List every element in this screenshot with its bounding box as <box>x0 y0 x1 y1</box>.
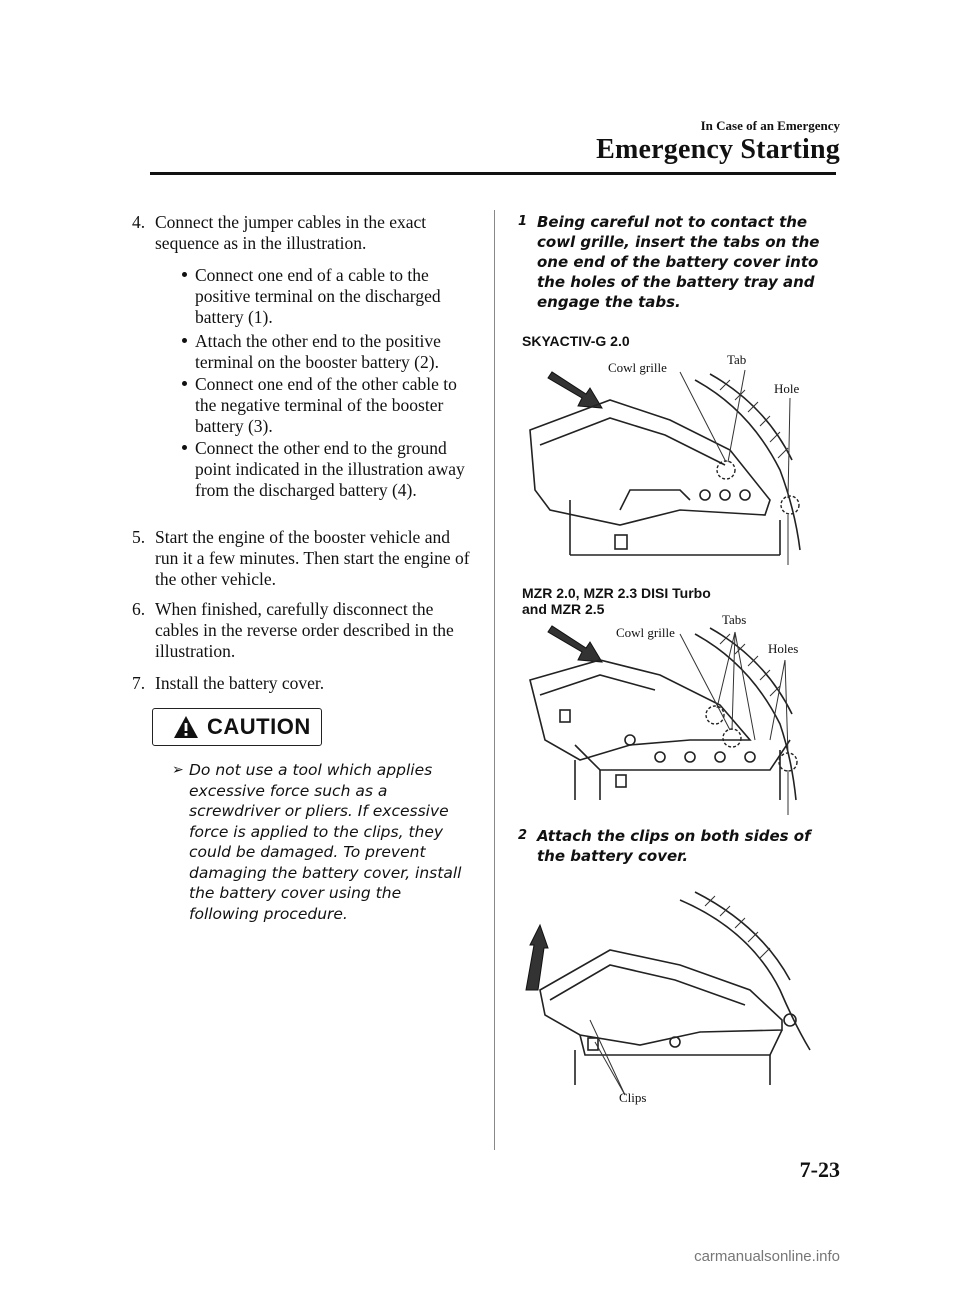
procedure-step-2 <box>518 826 828 866</box>
header-rule <box>150 172 836 175</box>
step-number: 5. <box>132 527 146 547</box>
column-divider <box>494 210 495 1150</box>
bullet-text: Connect one end of the other cable to the negative terminal of the booster battery (3). <box>195 374 457 436</box>
procedure-text: Attach the clips on both sides of the battery cover. <box>537 827 811 865</box>
cowl-grille-label: Cowl grille <box>608 360 667 375</box>
bullet-dot <box>182 445 187 450</box>
step-text: Connect the jumper cables in the exact sequence as in the illustration. <box>155 212 427 253</box>
caution-box <box>152 708 322 746</box>
page-title: Emergency Starting <box>596 134 840 165</box>
figure-1-caption: SKYACTIV-G 2.0 <box>522 333 630 349</box>
caution-text: Do not use a tool which applies excessive force such as a screwdriver or pliers. If excessive force is applied to the clips, they could be damaged. To prevent damaging the battery cover, install the battery cover using the following procedure. <box>189 761 462 923</box>
step-5 <box>132 527 477 590</box>
step-6 <box>132 599 477 662</box>
figure-2-caption-line2: and MZR 2.5 <box>522 601 605 617</box>
step-4 <box>132 212 477 254</box>
tabs-label: Tabs <box>722 612 747 627</box>
battery-cover-illustration-3 <box>520 880 840 1100</box>
tab-label: Tab <box>727 352 747 367</box>
step-number: 4. <box>132 212 146 232</box>
step-text: When finished, carefully disconnect the cables in the reverse order described in the illustration. <box>155 599 454 661</box>
page-number: 7-23 <box>799 1157 840 1182</box>
caution-item <box>172 760 472 924</box>
bullet-text: Connect one end of a cable to the positive terminal on the discharged battery (1). <box>195 265 441 327</box>
bullet-text: Attach the other end to the positive terminal on the booster battery (2). <box>195 331 441 372</box>
procedure-number: 2 <box>518 828 528 843</box>
bullet-item <box>182 265 482 328</box>
bullet-dot <box>182 272 187 277</box>
step-text: Install the battery cover. <box>155 673 325 693</box>
bullet-dot <box>182 381 187 386</box>
caution-label: CAUTION <box>207 714 311 739</box>
step-7 <box>132 673 477 694</box>
step-number: 6. <box>132 599 146 619</box>
procedure-step-1 <box>518 212 828 312</box>
warning-icon <box>173 715 199 739</box>
figure-2-caption-line1: MZR 2.0, MZR 2.3 DISI Turbo <box>522 585 711 601</box>
watermark: carmanualsonline.info <box>694 1248 840 1265</box>
step-number: 7. <box>132 673 146 693</box>
bullet-item <box>182 438 482 501</box>
clips-label: Clips <box>619 1090 647 1105</box>
arrow-bullet-icon: ➢ <box>172 762 184 778</box>
section-title: In Case of an Emergency <box>700 118 840 133</box>
bullet-item <box>182 374 482 437</box>
step-text: Start the engine of the booster vehicle and run it a few minutes. Then start the engine of the other vehicle. <box>155 527 470 589</box>
cowl-grille-label-2: Cowl grille <box>616 625 675 640</box>
bullet-item <box>182 331 482 373</box>
bullet-text: Connect the other end to the ground point indicated in the illustration away from the discharged battery (4). <box>195 438 465 500</box>
holes-label: Holes <box>768 641 799 656</box>
procedure-number: 1 <box>518 214 528 229</box>
bullet-dot <box>182 338 187 343</box>
hole-label: Hole <box>774 381 800 396</box>
procedure-text: Being careful not to contact the cowl grille, insert the tabs on the one end of the battery cover into the holes of the battery tray and engage the tabs. <box>537 213 820 311</box>
